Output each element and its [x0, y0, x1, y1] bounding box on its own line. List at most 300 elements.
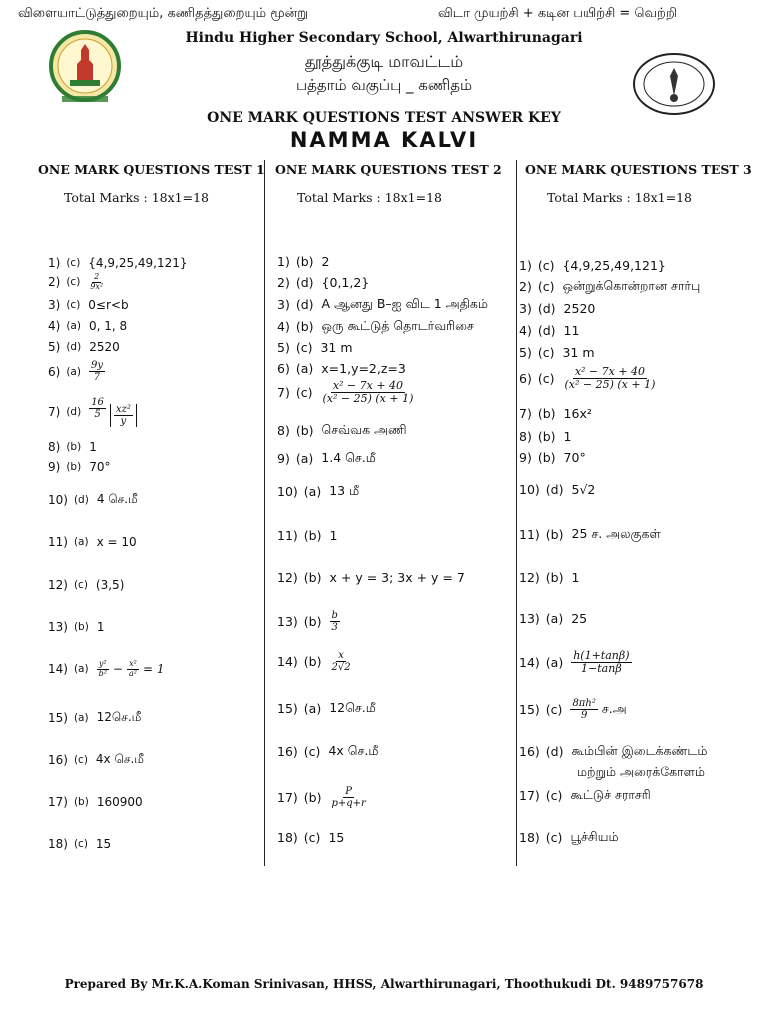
- answer-row: [519, 323, 579, 338]
- answer-option: (a): [73, 536, 89, 548]
- answer-row: [277, 361, 406, 376]
- question-number: 16): [519, 744, 540, 759]
- denominator: 9x²: [90, 281, 104, 291]
- answer-text: 12செ.மீ: [96, 710, 142, 724]
- answer-option: (b): [545, 527, 564, 542]
- answer-text: (3,5): [95, 578, 125, 592]
- answer-value: [564, 450, 586, 465]
- page-title: ONE MARK QUESTIONS TEST ANSWER KEY: [207, 110, 561, 126]
- answer-text: x = 10: [96, 535, 137, 549]
- answer-row: [48, 319, 127, 333]
- denominator: y: [120, 416, 127, 427]
- answer-row: [277, 610, 340, 633]
- answer-option: (b): [537, 429, 556, 444]
- answer-value: [562, 258, 665, 273]
- column-title: ONE MARK QUESTIONS TEST 3: [525, 162, 752, 177]
- answer-row: [277, 422, 407, 439]
- answer-row: [519, 829, 619, 846]
- question-number: 6): [277, 361, 290, 376]
- fraction: [114, 404, 133, 427]
- answer-option: (a): [73, 712, 89, 724]
- fraction: [330, 786, 368, 809]
- answer-row: [519, 301, 595, 316]
- denominator: 9: [580, 710, 588, 721]
- answer-text: 12செ.மீ: [329, 700, 376, 715]
- answer-value: [570, 829, 618, 846]
- brand-wordmark: NAMMA KALVI: [289, 128, 479, 152]
- numerator: x: [338, 650, 344, 661]
- answer-value: [562, 345, 594, 360]
- answer-row: [48, 340, 120, 354]
- answer-text: 4x செ.மீ: [95, 752, 144, 766]
- answer-value: [89, 340, 120, 354]
- question-number: 8): [519, 429, 532, 444]
- prepared-by-footer: Prepared By Mr.K.A.Koman Srinivasan, HHSS, Alwarthirunagari, Thoothukudi Dt. 9489757678: [64, 977, 704, 991]
- answer-value: [322, 254, 330, 269]
- question-number: 12): [519, 570, 540, 585]
- question-number: 13): [277, 614, 298, 629]
- question-number: 9): [48, 460, 61, 474]
- denominator: 2√2: [331, 662, 351, 673]
- question-number: 5): [277, 340, 290, 355]
- answer-option: (b): [66, 461, 82, 473]
- answer-option: (c): [295, 385, 313, 401]
- numerator: x²: [129, 659, 137, 668]
- answer-text: 2520: [563, 301, 596, 316]
- answer-value: [328, 743, 378, 760]
- numerator: b: [331, 610, 338, 621]
- question-number: 11): [519, 527, 540, 542]
- answer-row: [519, 366, 657, 391]
- answer-value: [97, 710, 142, 726]
- question-number: 17): [519, 788, 540, 803]
- answer-value: [97, 660, 165, 679]
- answer-value: [97, 795, 143, 809]
- answer-value: [320, 380, 415, 405]
- answer-row: [48, 837, 111, 851]
- answer-row: [48, 492, 138, 508]
- answer-value: [321, 361, 406, 376]
- answer-value: [89, 319, 127, 333]
- question-number: 7): [519, 406, 532, 421]
- answer-option: (b): [295, 254, 314, 269]
- answer-value: [564, 429, 572, 444]
- answer-option: (d): [537, 323, 556, 338]
- numerator: h(1+tanβ): [573, 649, 630, 662]
- answer-text: 5√2: [571, 482, 596, 497]
- answer-option: (b): [73, 621, 89, 633]
- question-number: 17): [48, 795, 68, 809]
- answer-option: (a): [66, 365, 81, 378]
- answer-text: 0≤r<b: [88, 298, 129, 312]
- answer-row: [277, 380, 415, 405]
- answer-text: A ஆனது B–ஐ விட 1 அதிகம்: [321, 296, 488, 311]
- answer-option: (c): [545, 702, 563, 717]
- answer-value: [89, 397, 137, 427]
- answer-option: (a): [545, 611, 564, 626]
- answer-text: 1: [571, 570, 580, 585]
- answer-text: x + y = 3; 3x + y = 7: [329, 570, 465, 585]
- question-number: 15): [277, 701, 298, 716]
- answer-value: [329, 700, 376, 717]
- denominator: b²: [98, 668, 107, 678]
- answer-value: [562, 366, 657, 391]
- answer-row: [519, 258, 666, 273]
- answer-option: (c): [537, 279, 555, 294]
- total-marks: Total Marks : 18x1=18: [297, 190, 443, 205]
- question-number: 3): [48, 298, 61, 312]
- answer-option: (a): [303, 484, 322, 499]
- fraction: [89, 397, 106, 420]
- answer-option: (d): [66, 406, 82, 418]
- answer-option: (b): [537, 406, 556, 421]
- answer-option: (c): [537, 371, 555, 387]
- answer-option: (a): [73, 663, 89, 676]
- denominator: 1−tanβ: [581, 662, 622, 676]
- answer-option: (c): [73, 838, 88, 850]
- answer-text: 0, 1, 8: [88, 319, 128, 333]
- column-title: ONE MARK QUESTIONS TEST 2: [275, 162, 502, 177]
- question-number: 14): [48, 662, 68, 677]
- answer-row: [277, 650, 353, 673]
- motto-left: விளையாட்டுத்துறையும், கணிதத்துறையும் மூன்று: [18, 6, 309, 21]
- question-number: 13): [519, 611, 540, 626]
- answer-value: [564, 406, 592, 421]
- absolute-value-bars: [110, 404, 137, 427]
- fraction: [88, 273, 105, 292]
- answer-option: (c): [537, 345, 555, 360]
- question-number: 18): [48, 837, 68, 851]
- answer-option: (b): [295, 319, 314, 334]
- answer-option: (c): [66, 257, 81, 269]
- answer-row: [277, 830, 344, 845]
- numerator: P: [345, 786, 353, 797]
- question-number: 2): [277, 275, 290, 290]
- answer-row: [277, 743, 378, 760]
- numerator: 2: [94, 272, 100, 281]
- answer-row: [48, 752, 144, 768]
- answer-row: [48, 298, 129, 312]
- answer-value: [322, 275, 370, 290]
- answer-text: x=1,y=2,z=3: [321, 361, 406, 376]
- answer-text: 13 மீ: [329, 483, 360, 498]
- answer-row: [277, 340, 353, 355]
- question-number: 1): [277, 254, 290, 269]
- answer-option: (c): [545, 830, 563, 845]
- answer-row: [519, 482, 595, 497]
- answer-row: [48, 273, 105, 292]
- answer-row: [277, 450, 376, 467]
- numerator: y²: [98, 659, 107, 668]
- answer-text: ஒரு கூட்டுத் தொடர்வரிசை: [321, 318, 474, 333]
- answer-option: (c): [303, 744, 321, 759]
- class-subject: பத்தாம் வகுப்பு _ கணிதம்: [295, 76, 473, 94]
- answer-value: [572, 570, 580, 585]
- equation-rhs: = 1: [142, 661, 165, 676]
- question-number: 4): [277, 319, 290, 334]
- answer-value: [572, 526, 661, 543]
- answer-value: [330, 610, 340, 633]
- answer-option: (a): [303, 701, 322, 716]
- answer-continuation: மற்றும் அரைக்கோளம்: [577, 764, 705, 779]
- question-number: 13): [48, 620, 68, 634]
- answer-row: [519, 429, 572, 444]
- question-number: 4): [519, 323, 532, 338]
- question-number: 9): [277, 451, 290, 466]
- answer-row: [48, 710, 141, 726]
- answer-text: 15: [95, 837, 112, 851]
- question-number: 1): [519, 258, 532, 273]
- district-name: தூத்துக்குடி மாவட்டம்: [304, 52, 464, 71]
- answer-row: [519, 406, 592, 421]
- answer-value: [572, 482, 596, 497]
- answer-row: [48, 460, 110, 474]
- answer-option: (d): [545, 744, 564, 759]
- answer-text: ஒன்றுக்கொன்றான சார்பு: [562, 278, 701, 293]
- fraction: [89, 360, 105, 383]
- answer-value: [89, 460, 110, 474]
- question-number: 16): [48, 753, 68, 767]
- answer-value: [322, 318, 474, 335]
- answer-option: (c): [537, 258, 555, 273]
- answer-row: [48, 620, 104, 634]
- answer-option: (a): [295, 361, 314, 376]
- answer-row: [48, 535, 137, 549]
- answer-text: 70°: [89, 460, 111, 474]
- answer-option: (b): [545, 570, 564, 585]
- fraction: [571, 650, 631, 675]
- answer-text: 2520: [89, 340, 120, 354]
- question-number: 15): [48, 711, 68, 725]
- answer-option: (b): [303, 528, 322, 543]
- answer-text: செவ்வக அணி: [321, 422, 407, 437]
- question-number: 7): [48, 405, 61, 419]
- answer-value: [330, 786, 368, 809]
- question-number: 5): [519, 345, 532, 360]
- answer-text: 15: [328, 830, 345, 845]
- numerator: xz²: [115, 404, 131, 415]
- answer-option: (b): [66, 441, 82, 453]
- answer-text: 25: [571, 611, 588, 626]
- answer-row: [519, 787, 651, 804]
- answer-option: (d): [66, 341, 82, 353]
- answer-option: (b): [303, 614, 322, 629]
- question-number: 2): [519, 279, 532, 294]
- numerator: x² − 7x + 40: [574, 365, 646, 378]
- test-3-column: [517, 160, 768, 866]
- question-number: 1): [48, 256, 61, 270]
- answer-value: [97, 492, 138, 508]
- denominator: (x² − 25) (x + 1): [322, 392, 414, 406]
- answer-option: (d): [537, 301, 556, 316]
- question-number: 9): [519, 450, 532, 465]
- question-number: 12): [48, 578, 68, 592]
- answer-text: 4x செ.மீ: [328, 743, 379, 758]
- answer-option: (a): [545, 655, 564, 671]
- question-number: 10): [519, 482, 540, 497]
- answer-text: 31 m: [562, 345, 595, 360]
- answer-row: [48, 397, 137, 427]
- test-1-column: [0, 160, 264, 866]
- denominator: (x² − 25) (x + 1): [564, 378, 656, 392]
- test-2-column: [265, 160, 516, 866]
- answer-row: [519, 611, 587, 626]
- answer-row: [277, 700, 376, 717]
- answer-text: 1: [96, 620, 105, 634]
- question-number: 5): [48, 340, 61, 354]
- question-number: 8): [277, 423, 290, 438]
- answer-option: (b): [303, 654, 322, 669]
- fraction: [127, 660, 139, 679]
- answer-row: [48, 360, 105, 383]
- question-number: 14): [277, 654, 298, 669]
- answer-value: [564, 301, 596, 316]
- question-number: 17): [277, 790, 298, 805]
- answer-value: [96, 578, 124, 592]
- answer-option: (c): [303, 830, 321, 845]
- answer-option: (d): [545, 482, 564, 497]
- question-number: 8): [48, 440, 61, 454]
- motto-right: விடா முயற்சி + கடின பயிற்சி = வெற்றி: [438, 6, 678, 21]
- total-marks: Total Marks : 18x1=18: [547, 190, 693, 205]
- question-number: 6): [519, 371, 532, 387]
- answer-text: {4,9,25,49,121}: [88, 256, 188, 270]
- answer-text: கூட்டுச் சராசரி: [570, 787, 651, 802]
- answer-option: (c): [73, 579, 88, 591]
- denominator: a²: [128, 668, 137, 678]
- answer-text: 16x²: [563, 406, 592, 421]
- question-number: 7): [277, 385, 290, 401]
- answer-text: கூம்பின் இடைக்கண்டம்: [571, 743, 708, 758]
- answer-value: [322, 296, 488, 313]
- answer-option: (a): [295, 451, 314, 466]
- answer-value: [328, 830, 344, 845]
- answer-value: [330, 528, 338, 543]
- answer-row: [277, 528, 337, 543]
- fraction: [330, 610, 340, 633]
- column-title: ONE MARK QUESTIONS TEST 1: [38, 162, 265, 177]
- question-number: 11): [48, 535, 68, 549]
- answer-text: 4 செ.மீ: [96, 492, 138, 506]
- answer-value: [88, 273, 105, 292]
- question-number: 10): [48, 493, 68, 507]
- question-number: 18): [277, 830, 298, 845]
- answer-row: [277, 786, 368, 809]
- answer-option: (a): [66, 320, 81, 332]
- question-number: 14): [519, 655, 540, 671]
- denominator: 3: [331, 622, 338, 633]
- denominator: 7: [93, 372, 101, 383]
- answer-row: [48, 795, 143, 809]
- answer-option: (c): [545, 788, 563, 803]
- answer-row: [519, 743, 707, 760]
- answer-value: [570, 698, 626, 721]
- answer-row: [48, 578, 124, 592]
- answer-row: [519, 278, 700, 295]
- answer-row: [277, 483, 359, 500]
- answer-value: [570, 787, 650, 804]
- answer-value: [329, 483, 359, 500]
- answer-text: பூச்சியம்: [570, 829, 619, 844]
- answer-row: [519, 570, 579, 585]
- answer-option: (b): [303, 570, 322, 585]
- answer-row: [48, 440, 97, 454]
- numerator: x² − 7x + 40: [332, 379, 404, 392]
- question-number: 10): [277, 484, 298, 499]
- answer-row: [48, 660, 164, 679]
- answer-option: (c): [295, 340, 313, 355]
- answer-option: (b): [73, 796, 89, 808]
- answer-value: [330, 570, 465, 585]
- answer-row: [48, 256, 188, 270]
- fraction: [320, 380, 415, 405]
- answer-text: {4,9,25,49,121}: [562, 258, 666, 273]
- answer-value: [97, 535, 137, 549]
- question-number: 18): [519, 830, 540, 845]
- answer-value: [96, 752, 144, 768]
- question-number: 11): [277, 528, 298, 543]
- fraction: [562, 366, 657, 391]
- answer-value: [571, 611, 587, 626]
- fraction: [570, 698, 597, 721]
- answer-text: 11: [563, 323, 580, 338]
- answer-row: [277, 570, 465, 585]
- answer-option: (b): [295, 423, 314, 438]
- answer-value: [88, 256, 187, 270]
- fraction: [97, 660, 109, 679]
- answer-text: 1.4 செ.மீ: [321, 450, 376, 465]
- math-operator: −: [112, 661, 123, 676]
- denominator: p+q+r: [331, 798, 366, 809]
- question-number: 3): [277, 297, 290, 312]
- answer-value: [330, 650, 353, 673]
- denominator: 5: [94, 409, 101, 420]
- question-number: 2): [48, 275, 61, 290]
- numerator: 8πh²: [572, 698, 596, 709]
- answer-value: [564, 323, 580, 338]
- answer-row: [519, 698, 627, 721]
- answer-text: 31 m: [320, 340, 353, 355]
- answer-value: [321, 450, 376, 467]
- answer-text: 2: [321, 254, 330, 269]
- question-number: 3): [519, 301, 532, 316]
- answer-value: [572, 743, 708, 760]
- question-number: 4): [48, 319, 61, 333]
- answer-option: (d): [73, 494, 89, 506]
- answer-value: [88, 298, 128, 312]
- answer-row: [519, 526, 661, 543]
- answer-text: {0,1,2}: [321, 275, 370, 290]
- answer-text: 1: [563, 429, 572, 444]
- answer-row: [277, 318, 474, 335]
- answer-option: (b): [303, 790, 322, 805]
- answer-text: 1: [89, 440, 97, 454]
- answer-value: [322, 422, 407, 439]
- answer-row: [519, 450, 586, 465]
- total-marks: Total Marks : 18x1=18: [64, 190, 210, 205]
- numerator: 9y: [90, 360, 103, 371]
- question-number: 6): [48, 364, 61, 379]
- answer-text: 160900: [96, 795, 143, 809]
- answer-value: [571, 650, 631, 675]
- answer-row: [277, 275, 369, 290]
- answer-row: [519, 345, 595, 360]
- question-number: 12): [277, 570, 298, 585]
- school-name: Hindu Higher Secondary School, Alwarthirunagari: [185, 30, 583, 46]
- question-number: 16): [277, 744, 298, 759]
- answer-value: [562, 278, 700, 295]
- question-number: 15): [519, 702, 540, 717]
